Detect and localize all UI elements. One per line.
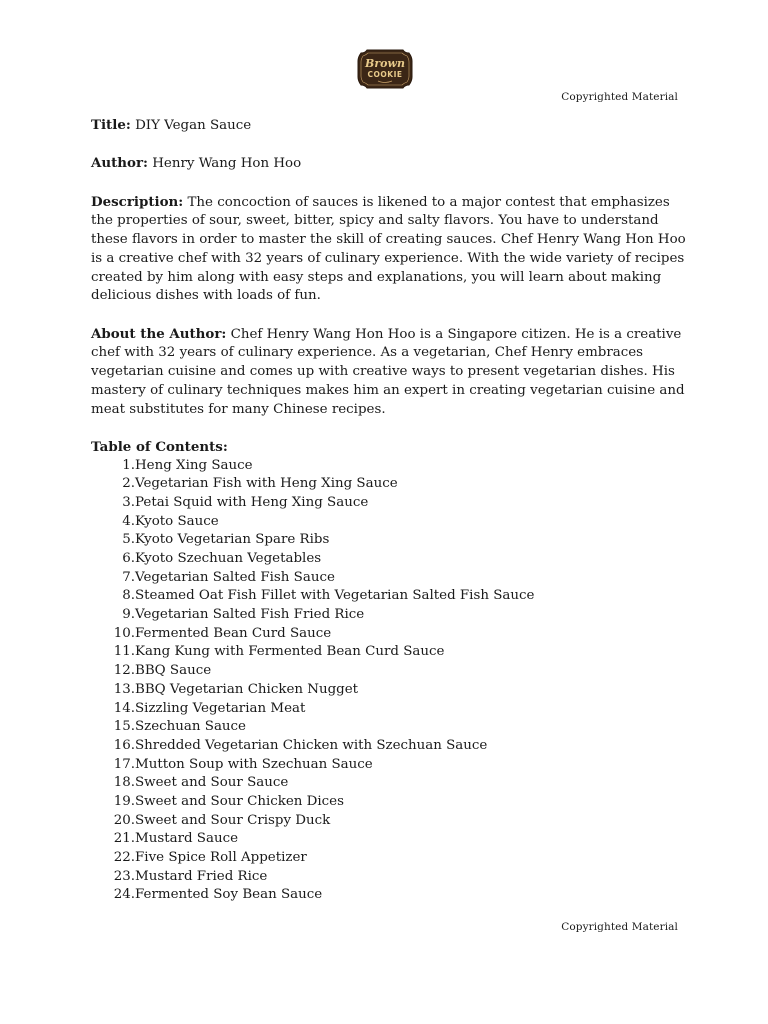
toc-item-title: Shredded Vegetarian Chicken with Szechuan Sauce [135, 737, 488, 753]
toc-item-number: 17. [113, 756, 135, 772]
toc-item-title: Mustard Sauce [135, 831, 239, 847]
logo-line2: COOKIE [367, 70, 403, 79]
toc-item-number: 12. [113, 663, 135, 679]
toc-item [91, 793, 691, 812]
book-info [91, 116, 691, 905]
toc-item-title: Steamed Oat Fish Fillet with Vegetarian Salted Fish Sauce [135, 588, 535, 604]
book-title: DIY Vegan Sauce [135, 118, 252, 133]
toc-item [91, 569, 691, 588]
about-author-paragraph [91, 325, 691, 420]
description-paragraph [91, 193, 691, 306]
toc-item-number: 8. [122, 588, 135, 604]
brown-cookie-logo [357, 49, 413, 89]
toc-item-number: 4. [122, 513, 135, 529]
toc-item-number: 5. [122, 532, 135, 548]
toc-item [91, 513, 691, 532]
toc-item-number: 10. [113, 625, 135, 641]
toc-item-number: 20. [113, 812, 135, 828]
toc-item-title: Vegetarian Salted Fish Sauce [135, 569, 335, 585]
toc-item-title: Mustard Fried Rice [135, 868, 268, 884]
toc-item [91, 737, 691, 756]
toc-item [91, 643, 691, 662]
toc-item-title: Sweet and Sour Sauce [135, 775, 289, 791]
title-line [91, 116, 691, 136]
toc-item [91, 681, 691, 700]
toc-item [91, 812, 691, 831]
toc-item-number: 15. [113, 719, 135, 735]
toc-item-title: Kyoto Sauce [135, 513, 219, 529]
toc-item-title: Sizzling Vegetarian Meat [135, 700, 306, 716]
toc-heading: Table of Contents: [91, 438, 228, 455]
toc-item-number: 13. [113, 681, 135, 697]
toc-item-number: 14. [113, 700, 135, 716]
toc-item-title: Five Spice Roll Appetizer [135, 850, 307, 866]
toc-item [91, 718, 691, 737]
toc-item [91, 849, 691, 868]
toc-item [91, 830, 691, 849]
toc-item [91, 550, 691, 569]
toc-item-title: Mutton Soup with Szechuan Sauce [135, 756, 373, 772]
toc-item-title: BBQ Vegetarian Chicken Nugget [135, 681, 359, 697]
toc-item-number: 1. [122, 457, 135, 473]
about-author-text: Chef Henry Wang Hon Hoo is a Singapore citizen. He is a creative chef with 32 years of culinary experience. As a vegetarian, Chef Henry embraces vegetarian cuisine and comes up with creative ways to present vegetarian dishes. His mastery of culinary techniques makes him an expert in creating vegetarian cuisine and meat substitutes for many Chinese recipes. [91, 326, 685, 417]
toc-item-title: Fermented Bean Curd Sauce [135, 625, 332, 641]
toc-item [91, 700, 691, 719]
toc-item [91, 886, 691, 905]
title-label: Title: [91, 117, 131, 133]
toc-item [91, 868, 691, 887]
toc-item-number: 16. [113, 737, 135, 753]
logo-line1: Brown [365, 57, 405, 70]
author-label: Author: [91, 155, 148, 172]
description-label: Description: [91, 193, 184, 210]
toc-item-number: 9. [122, 607, 135, 623]
toc-item-title: Sweet and Sour Crispy Duck [135, 812, 331, 828]
toc-item-number: 18. [113, 775, 135, 791]
toc-item-title: Sweet and Sour Chicken Dices [135, 793, 344, 809]
toc-item-number: 7. [122, 569, 135, 585]
toc-item [91, 587, 691, 606]
toc-item-title: BBQ Sauce [135, 663, 212, 679]
toc-item-number: 6. [122, 551, 135, 567]
about-author-label: About the Author: [91, 325, 227, 342]
description-text: The concoction of sauces is likened to a major contest that emphasizes the properties of sour, sweet, bitter, spicy and salty flavors. You have to understand these flavors in order to master the skill of creating sauces. Chef Henry Wang Hon Hoo is a creative chef with 32 years of culinary experience. With the wide variety of recipes created by him along with easy steps and explanations, you will learn about making delicious dishes with loads of fun. [91, 194, 686, 304]
toc-item-title: Vegetarian Fish with Heng Xing Sauce [135, 476, 398, 492]
toc-item [91, 774, 691, 793]
toc-item-number: 23. [113, 868, 135, 884]
toc-item [91, 475, 691, 494]
toc-item-title: Heng Xing Sauce [135, 457, 253, 473]
toc-item [91, 531, 691, 550]
toc-item-title: Szechuan Sauce [135, 719, 246, 735]
header-copyright: Copyrighted Material [561, 91, 678, 103]
toc-item [91, 494, 691, 513]
toc-item-title: Fermented Soy Bean Sauce [135, 887, 323, 903]
toc-item-number: 3. [122, 494, 135, 510]
toc-item [91, 625, 691, 644]
toc-item-title: Kang Kung with Fermented Bean Curd Sauce [135, 644, 445, 660]
toc-item [91, 662, 691, 681]
toc-item [91, 756, 691, 775]
toc-item-number: 21. [113, 831, 135, 847]
footer-copyright: Copyrighted Material [561, 921, 678, 933]
toc-list [91, 457, 691, 906]
book-author: Henry Wang Hon Hoo [152, 156, 302, 172]
toc-item-number: 2. [122, 476, 135, 492]
toc-item-title: Vegetarian Salted Fish Fried Rice [135, 607, 365, 623]
author-line [91, 154, 691, 174]
toc-item-title: Petai Squid with Heng Xing Sauce [135, 494, 369, 510]
toc-item-number: 24. [113, 887, 135, 903]
toc-item [91, 457, 691, 476]
toc-item-title: Kyoto Szechuan Vegetables [135, 551, 322, 567]
toc-item-number: 11. [113, 644, 135, 660]
toc-item-title: Kyoto Vegetarian Spare Ribs [135, 532, 330, 548]
toc-item-number: 22. [113, 850, 135, 866]
toc-item [91, 606, 691, 625]
toc-item-number: 19. [113, 793, 135, 809]
